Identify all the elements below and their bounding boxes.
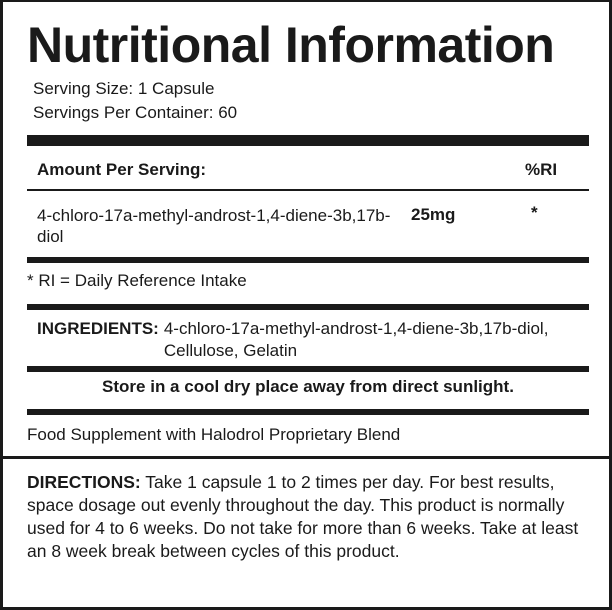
divider-thick: [27, 135, 589, 146]
ingredient-row-name: 4-chloro-17a-methyl-androst-1,4-diene-3b,17b-diol: [37, 206, 391, 246]
ingredient-row-ri: *: [531, 203, 538, 222]
amount-per-serving-header: Amount Per Serving:: [37, 160, 207, 179]
label-title: Nutritional Information: [27, 17, 555, 73]
serving-size: Serving Size: 1 Capsule: [33, 79, 215, 98]
ingredients-label: INGREDIENTS:: [37, 319, 159, 338]
directions-text: Take 1 capsule 1 to 2 times per day. For best results, space dosage out evenly throughout the day. This product is normally used for 4 to 6 weeks. Do not take for more than 6 weeks. Take at least an 8 week break between cycles of this product.: [27, 472, 579, 561]
divider-medium: [27, 366, 589, 372]
divider-medium: [27, 409, 589, 415]
supplement-note: Food Supplement with Halodrol Proprietary Blend: [27, 425, 401, 444]
ri-header: %RI: [525, 160, 558, 179]
ingredients-block: [37, 318, 577, 362]
directions-label: DIRECTIONS:: [27, 472, 141, 492]
ingredients-text: 4-chloro-17a-methyl-androst-1,4-diene-3b,17b-diol, Cellulose, Gelatin: [163, 319, 549, 360]
servings-per-container: Servings Per Container: 60: [33, 103, 238, 122]
directions-panel: [0, 456, 612, 610]
directions-paragraph: [27, 471, 595, 563]
ri-footnote: * RI = Daily Reference Intake: [27, 271, 247, 290]
divider-thin: [27, 189, 589, 191]
ingredient-row-amount: 25mg: [411, 205, 456, 224]
divider-medium: [27, 304, 589, 310]
divider-medium: [27, 257, 589, 263]
storage-instructions: Store in a cool dry place away from direct sunlight.: [102, 377, 514, 396]
